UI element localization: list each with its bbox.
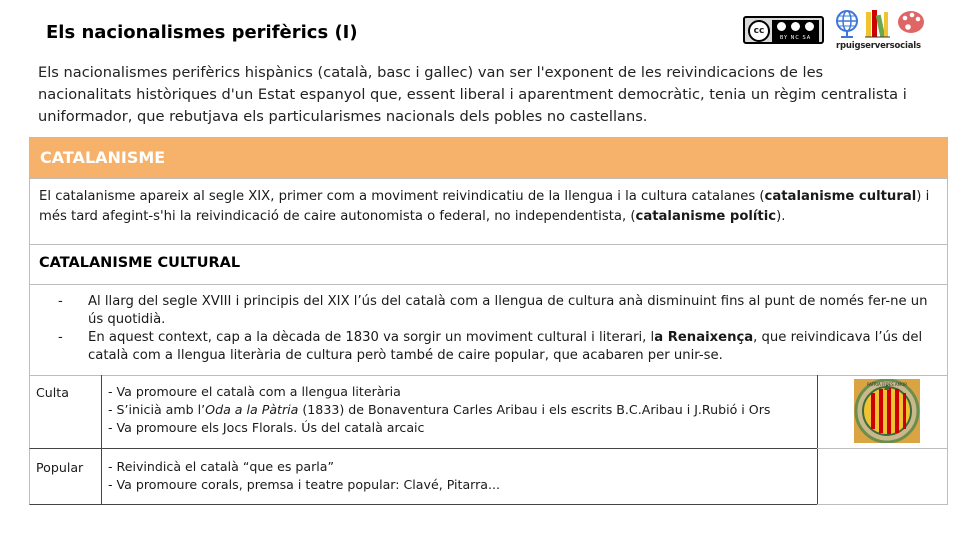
cc-logo-icon: cc xyxy=(748,20,770,42)
section-header: CATALANISME xyxy=(29,137,948,179)
bullet-dash: - xyxy=(58,294,63,309)
list-item xyxy=(30,293,947,329)
noncommercial-icon xyxy=(790,21,801,32)
row-label-culta: Culta xyxy=(29,375,101,449)
catalanisme-cultural-term: catalanisme cultural xyxy=(764,189,917,204)
culta-line: - S’inicià amb l’Oda a la Pàtria (1833) de Bonaventura Carles Aribau i els escrits B.C.Aribau i J.Rubió i Ors xyxy=(108,402,771,417)
license-text: BY NC SA xyxy=(779,35,812,41)
brand-logo[interactable] xyxy=(834,8,928,54)
culta-line: - Va promoure el català com a llengua literària xyxy=(108,384,401,399)
globe-icon xyxy=(837,11,857,37)
creative-commons-by-nc-sa-icon[interactable] xyxy=(743,16,824,44)
row-label-popular: Popular xyxy=(29,448,101,505)
catalanisme-politic-term: catalanisme polític xyxy=(635,209,777,224)
bullet-text: Al llarg del segle XVIII i principis del XIX l’ús del català com a llengua de cultura anà disminuint fins al punt de només fer-ne un ús quotidià. xyxy=(88,294,928,327)
bullet-dash: - xyxy=(58,330,63,345)
popular-image-cell xyxy=(817,448,948,505)
cc-conditions xyxy=(772,20,819,42)
list-item xyxy=(30,329,947,365)
books-icon xyxy=(865,10,890,37)
intro-paragraph: Els nacionalismes perifèrics hispànics (català, basc i gallec) van ser l'exponent de les reivindicacions de les nacionalitats històriques d'un Estat espanyol que, essent liberal i aparentment democràtic, tenia un règim centralista i uniformador, que rebutjava els particularismes nacionals dels pobles no castellans. xyxy=(38,64,907,125)
culta-image-cell xyxy=(817,375,948,449)
page-title: Els nacionalismes perifèrics (I) xyxy=(46,22,358,43)
jocs-florals-seal-icon xyxy=(854,379,920,443)
attribution-icon xyxy=(776,21,787,32)
culta-description xyxy=(101,375,818,449)
definition-paragraph: El catalanisme apareix al segle XIX, primer com a moviment reivindicatiu de la llengua i la cultura catalanes (catalanisme cultural) i més tard afegint-s'hi la reivindicació de caire autonomista o federal, no independentista, (catalanisme polític). xyxy=(29,178,948,245)
brand-name: rpuigserversocials xyxy=(836,41,921,51)
popular-line: - Reivindicà el català “que es parla” xyxy=(108,459,335,474)
oda-title: Oda a la Pàtria xyxy=(205,402,299,417)
bullet-text: En aquest context, cap a la dècada de 1830 va sorgir un moviment cultural i literari, la Renaixença, que reivindicava l’ús del català com a llengua literària de cultura però també de caire popular, que acabaren per unir-se. xyxy=(88,330,923,363)
palette-icon xyxy=(898,11,924,33)
bullet-list xyxy=(29,284,948,376)
subsection-header: CATALANISME CULTURAL xyxy=(29,244,948,285)
popular-description xyxy=(101,448,818,505)
seal-text: PATRIA FIDES AMOR xyxy=(866,382,908,387)
popular-line: - Va promoure corals, premsa i teatre popular: Clavé, Pitarra... xyxy=(108,477,501,492)
renaixenca-term: a Renaixença xyxy=(654,330,754,345)
culta-popular-table xyxy=(29,375,948,505)
sharealike-icon xyxy=(804,21,815,32)
culta-line: - Va promoure els Jocs Florals. Ús del català arcaic xyxy=(108,420,425,435)
